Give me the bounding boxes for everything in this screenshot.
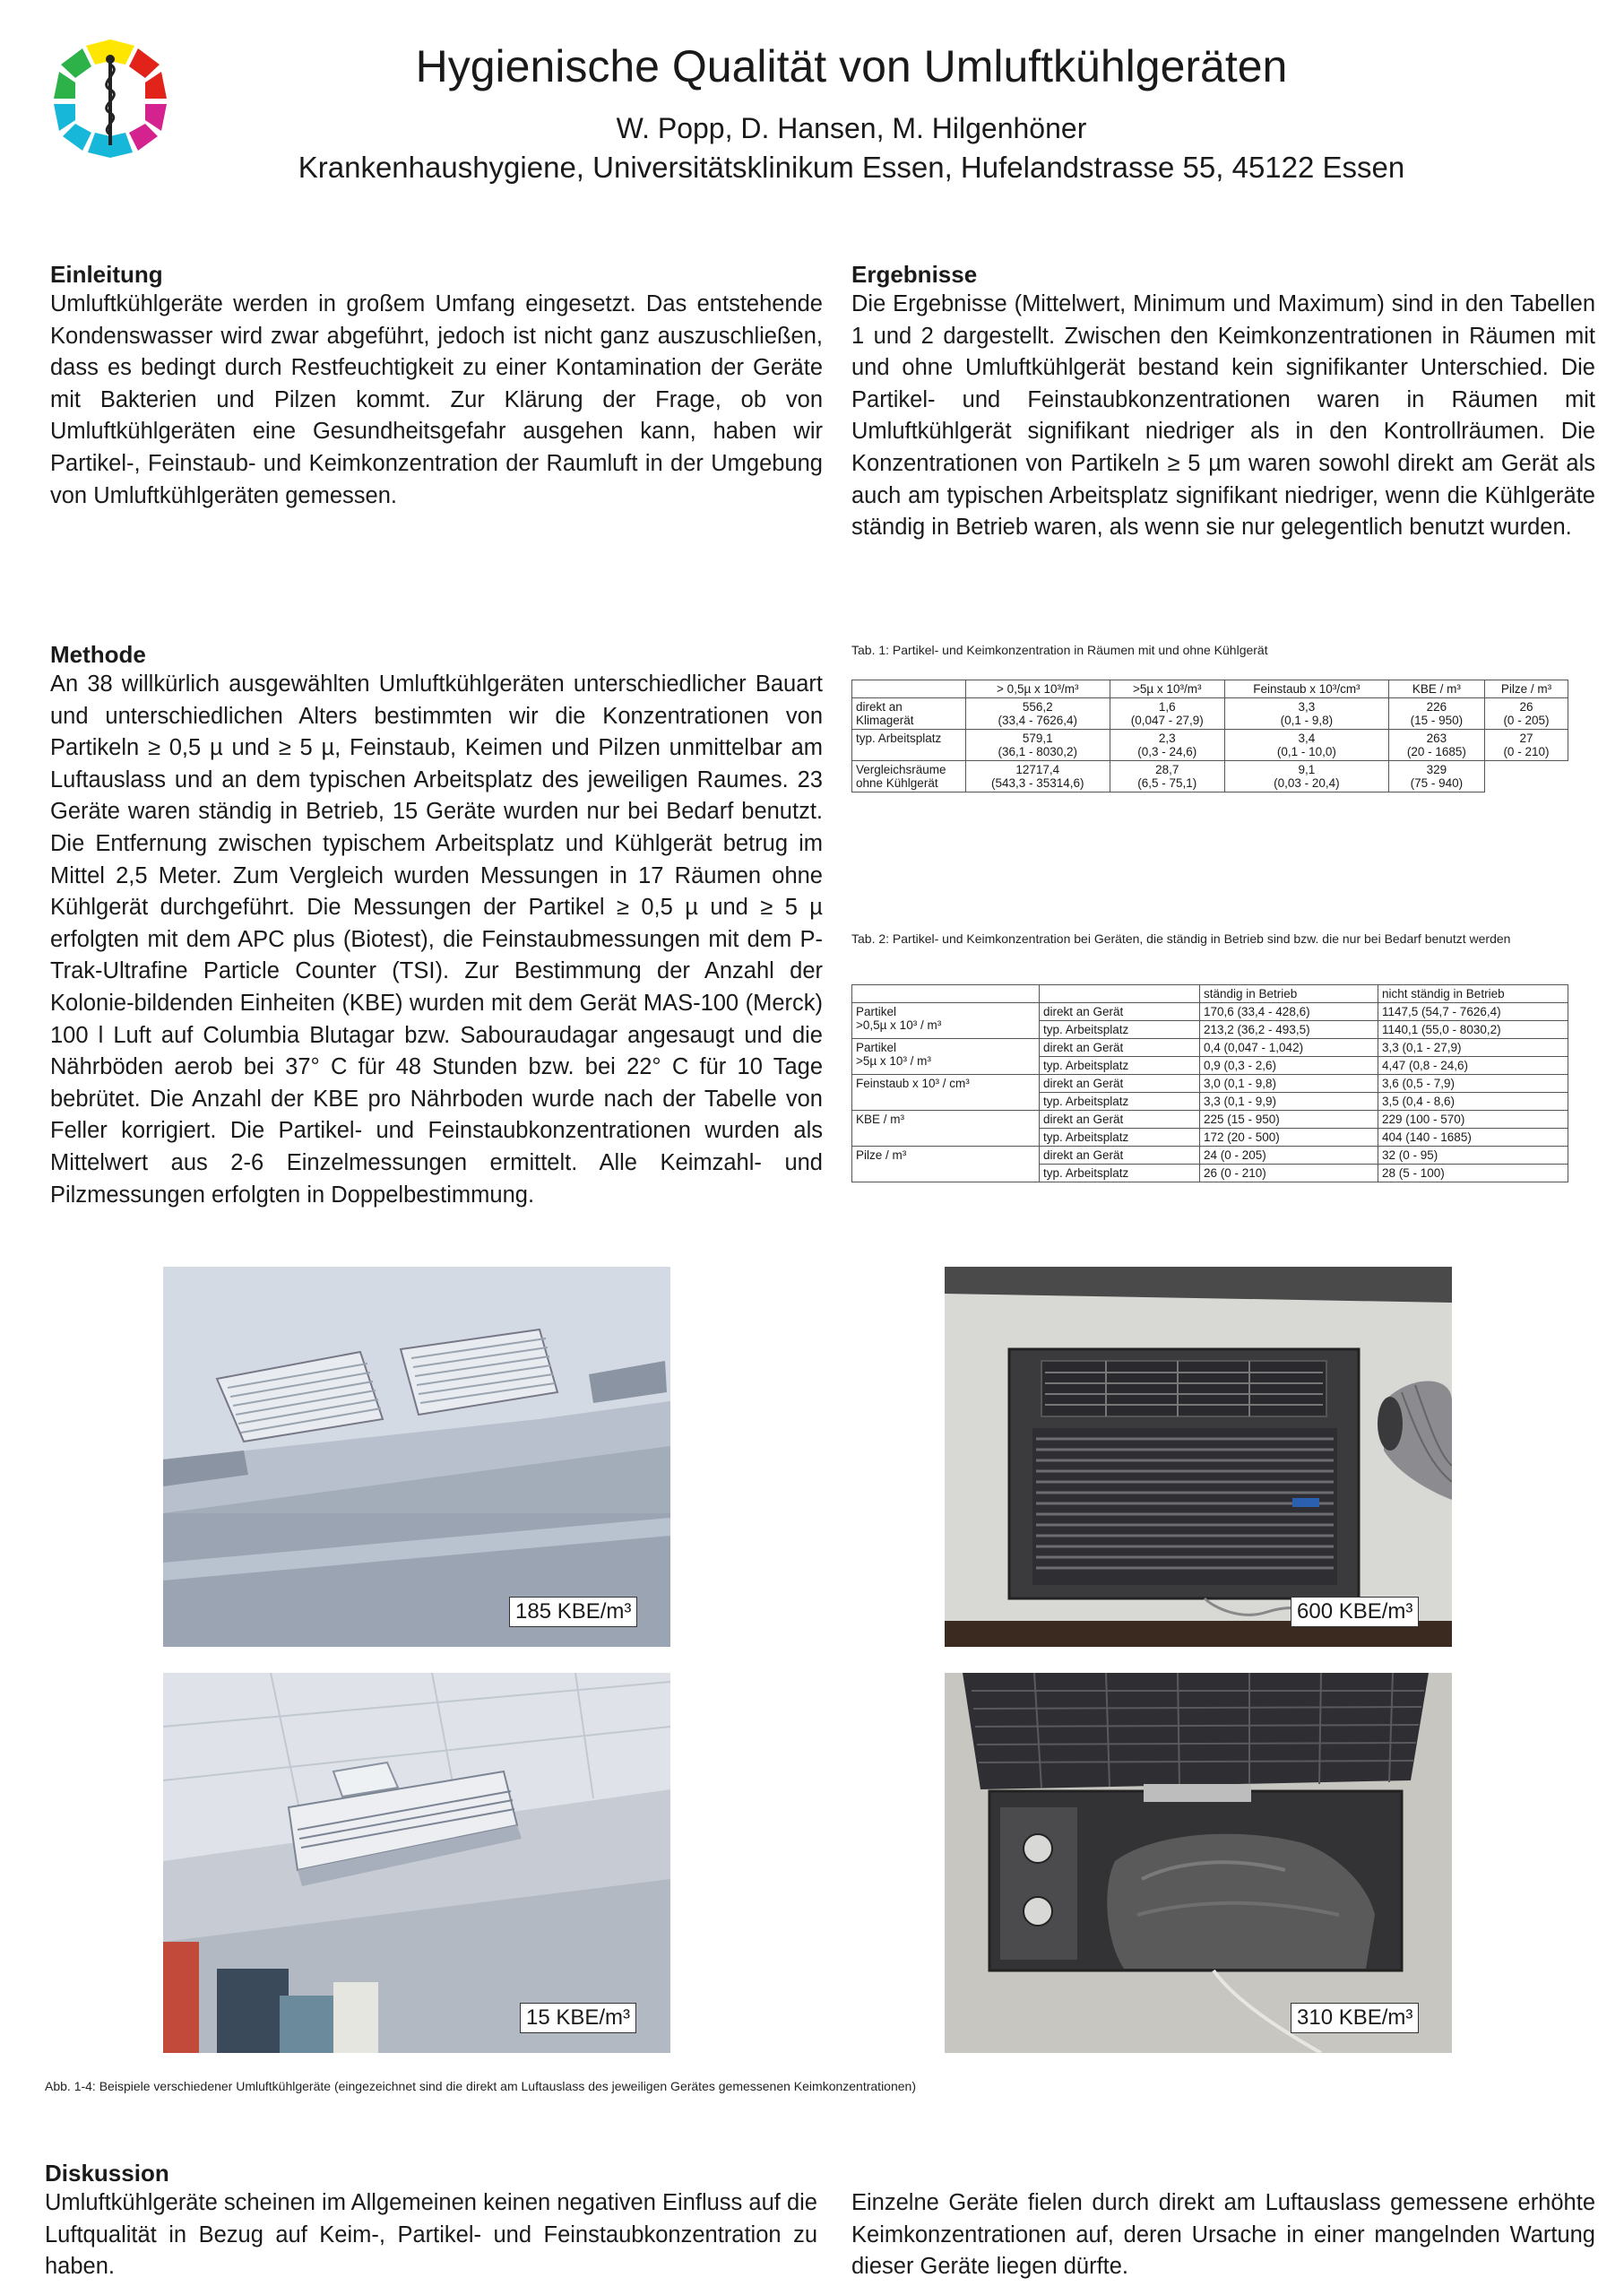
methods-text: An 38 willkürlich ausgewählten Umluftkühlgeräten unterschiedlicher Bauart und unterschiedlichen Alters bestimmten wir die Konzentrationen von Partikeln ≥ 0,5 µ und ≥ 5 µ, Feinstaub, Keimen und Pilzen unmittelbar am Luftauslass und an dem typischen Arbeitsplatz des jeweiligen Raumes. 23 Geräte waren ständig in Betrieb, 15 Geräte wurden nur bei Bedarf benutzt. Die Entfernung zwischen typischem Arbeitsplatz und Kühlgerät betrug im Mittel 2,5 Meter. Zum Vergleich wurden Messungen in 17 Räumen ohne Kühlgerät durchgeführt. Die Messungen der Partikel ≥ 0,5 µ und ≥ 5 µ erfolgten mit dem APC plus (Biotest), die Feinstaubmessungen mit dem P-Trak-Ultrafine Particle Counter (TSI). Zur Bestimmung der Anzahl der Kolonie-bildenden Einheiten (KBE) wurden mit dem Gerät MAS-100 (Merck) 100 l Luft auf Columbia Blutagar bzw. Sabouraudagar angesaugt und die Nährböden aerob bei 37° C für 48 Stunden bzw. bei 22° C für 10 Tage bebrütet. Die Anzahl der KBE pro Nährboden wurde nach der Tabelle von Feller korrigiert. Die Partikel- und Feinstaubkonzentrationen wurden als Mittelwert aus 2-6 Einzelmessungen ermittelt. Alle Keimzahl- und Pilzmessungen erfolgten in Doppelbestimmung.	[50, 671, 823, 1208]
table1-header-cell: Pilze / m³	[1484, 680, 1568, 698]
table1-row-label: direkt an Klimagerät	[852, 698, 966, 730]
table2-header-cell: nicht ständig in Betrieb	[1378, 985, 1568, 1003]
table1-cell: 556,2 (33,4 - 7626,4)	[966, 698, 1110, 730]
photo1-label: 185 KBE/m³	[509, 1597, 637, 1627]
table1-header-cell: KBE / m³	[1388, 680, 1484, 698]
table2-cell: 225 (15 - 950)	[1200, 1111, 1378, 1129]
table2-cell: 3,0 (0,1 - 9,8)	[1200, 1075, 1378, 1093]
table2-cell: typ. Arbeitsplatz	[1040, 1021, 1200, 1039]
table1-header-row	[852, 680, 1568, 698]
table2-row	[852, 1039, 1568, 1057]
table2-cell: typ. Arbeitsplatz	[1040, 1057, 1200, 1075]
table1-cell: 2,3 (0,3 - 24,6)	[1110, 730, 1224, 761]
table2-header-cell	[852, 985, 1040, 1003]
discussion-left-text: Umluftkühlgeräte scheinen im Allgemeinen keinen negativen Einfluss auf die Luftqualität in Bezug auf Keim-, Partikel- und Feinstaubkonzentration zu haben.	[45, 2190, 817, 2280]
photo-open-unit	[945, 1673, 1452, 2053]
table2-cell: 32 (0 - 95)	[1378, 1147, 1568, 1165]
table2-cell: 3,3 (0,1 - 9,9)	[1200, 1093, 1378, 1111]
table2-cell: 3,6 (0,5 - 7,9)	[1378, 1075, 1568, 1093]
table1-cell: 28,7 (6,5 - 75,1)	[1110, 761, 1224, 792]
table2-row	[852, 1147, 1568, 1165]
results-text: Die Ergebnisse (Mittelwert, Minimum und Maximum) sind in den Tabellen 1 und 2 dargestellt. Zwischen den Keimkonzentrationen in Räumen mit und ohne Umluftkühlgerät bestand kein signifikanter Unterschied. Die Partikel- und Feinstaubkonzentrationen waren in Räumen mit Umluftkühlgerät signifikant niedriger als in den Kontrollräumen. Die Konzentrationen von Partikeln ≥ 5 µm waren sowohl direkt am Gerät als auch am typischen Arbeitsplatz signifikant niedriger, wenn die Kühlgeräte ständig in Betrieb waren, als wenn sie nur gelegentlich benutzt wurden.	[851, 291, 1595, 541]
table2-group-label: Partikel >0,5µ x 10³ / m³	[852, 1003, 1040, 1039]
table2-cell: 24 (0 - 205)	[1200, 1147, 1378, 1165]
photo2-label: 600 KBE/m³	[1291, 1597, 1419, 1627]
table2-header-cell	[1040, 985, 1200, 1003]
table1-row	[852, 730, 1568, 761]
table2-group-label: Feinstaub x 10³ / cm³	[852, 1075, 1040, 1111]
clinic-logo	[52, 38, 168, 160]
table1-cell: 27 (0 - 210)	[1484, 730, 1568, 761]
table2-cell: direkt an Gerät	[1040, 1147, 1200, 1165]
affiliation: Krankenhaushygiene, Universitätsklinikum Essen, Hufelandstrasse 55, 45122 Essen	[298, 151, 1405, 184]
table1-cell: 263 (20 - 1685)	[1388, 730, 1484, 761]
poster-title: Hygienische Qualität von Umluftkühlgeräten	[415, 41, 1288, 91]
table2-cell: 0,4 (0,047 - 1,042)	[1200, 1039, 1378, 1057]
table2-cell: direkt an Gerät	[1040, 1039, 1200, 1057]
table2-cell: 3,3 (0,1 - 27,9)	[1378, 1039, 1568, 1057]
table1-header-cell: > 0,5µ x 10³/m³	[966, 680, 1110, 698]
intro-heading: Einleitung	[50, 261, 163, 288]
discussion-right	[851, 2187, 1595, 2283]
results-heading: Ergebnisse	[851, 261, 978, 288]
table2-group-label: KBE / m³	[852, 1111, 1040, 1147]
methods-heading: Methode	[50, 641, 146, 668]
discussion-section	[45, 2159, 817, 2283]
table1-cell: 579,1 (36,1 - 8030,2)	[966, 730, 1110, 761]
intro-section	[50, 260, 823, 512]
table2-cell: 404 (140 - 1685)	[1378, 1129, 1568, 1147]
table2-cell: 229 (100 - 570)	[1378, 1111, 1568, 1129]
table1-row	[852, 761, 1568, 792]
table2-cell: 213,2 (36,2 - 493,5)	[1200, 1021, 1378, 1039]
table2-cell: 1147,5 (54,7 - 7626,4)	[1378, 1003, 1568, 1021]
table2-cell: 1140,1 (55,0 - 8030,2)	[1378, 1021, 1568, 1039]
table2-row	[852, 1075, 1568, 1093]
table2-cell: 3,5 (0,4 - 8,6)	[1378, 1093, 1568, 1111]
table1-caption: Tab. 1: Partikel- und Keimkonzentration in Räumen mit und ohne Kühlgerät	[851, 643, 1268, 657]
photo3-label: 15 KBE/m³	[520, 2003, 636, 2033]
table2-cell: 170,6 (33,4 - 428,6)	[1200, 1003, 1378, 1021]
table1	[851, 680, 1568, 792]
table2-row	[852, 1003, 1568, 1021]
table2-cell: direkt an Gerät	[1040, 1003, 1200, 1021]
photo-wall-unit	[945, 1267, 1452, 1647]
table2-cell: 28 (5 - 100)	[1378, 1165, 1568, 1182]
table2-header-cell: ständig in Betrieb	[1200, 985, 1378, 1003]
table1-cell	[1484, 761, 1568, 792]
table2-cell: direkt an Gerät	[1040, 1111, 1200, 1129]
discussion-heading: Diskussion	[45, 2160, 169, 2187]
methods-section	[50, 640, 823, 1211]
photo4-label: 310 KBE/m³	[1291, 2003, 1419, 2033]
table2-caption: Tab. 2: Partikel- und Keimkonzentration bei Geräten, die ständig in Betrieb sind bzw. die nur bei Bedarf benutzt werden	[851, 931, 1511, 946]
table1-cell: 12717,4 (543,3 - 35314,6)	[966, 761, 1110, 792]
table1-cell: 9,1 (0,03 - 20,4)	[1224, 761, 1388, 792]
table2	[851, 984, 1568, 1182]
table1-cell: 26 (0 - 205)	[1484, 698, 1568, 730]
table2-cell: 26 (0 - 210)	[1200, 1165, 1378, 1182]
table2-group-label: Partikel >5µ x 10³ / m³	[852, 1039, 1040, 1075]
table1-cell: 226 (15 - 950)	[1388, 698, 1484, 730]
discussion-right-text: Einzelne Geräte fielen durch direkt am Luftauslass gemessene erhöhte Keimkonzentrationen auf, deren Ursache in einer mangelnden Wartung dieser Geräte liegen dürfte.	[851, 2190, 1595, 2280]
table2-group-label: Pilze / m³	[852, 1147, 1040, 1182]
table2-cell: 0,9 (0,3 - 2,6)	[1200, 1057, 1378, 1075]
table2-cell: direkt an Gerät	[1040, 1075, 1200, 1093]
table2-header-row	[852, 985, 1568, 1003]
table1-row	[852, 698, 1568, 730]
table2-cell: 4,47 (0,8 - 24,6)	[1378, 1057, 1568, 1075]
authors: W. Popp, D. Hansen, M. Hilgenhöner	[616, 112, 1087, 144]
table2-row	[852, 1111, 1568, 1129]
photo-ceiling-cassette	[163, 1267, 670, 1647]
table1-cell: 1,6 (0,047 - 27,9)	[1110, 698, 1224, 730]
table1-cell: 3,3 (0,1 - 9,8)	[1224, 698, 1388, 730]
table2-cell: typ. Arbeitsplatz	[1040, 1129, 1200, 1147]
table2-cell: typ. Arbeitsplatz	[1040, 1165, 1200, 1182]
table1-cell: 3,4 (0,1 - 10,0)	[1224, 730, 1388, 761]
table1-header-cell: >5µ x 10³/m³	[1110, 680, 1224, 698]
table1-header-cell: Feinstaub x 10³/cm³	[1224, 680, 1388, 698]
table1-row-label: typ. Arbeitsplatz	[852, 730, 966, 761]
photo-ceiling-unit	[163, 1673, 670, 2053]
figure-caption: Abb. 1-4: Beispiele verschiedener Umluftkühlgeräte (eingezeichnet sind die direkt am Luftauslass des jeweiligen Gerätes gemessenen Keimkonzentrationen)	[45, 2079, 916, 2093]
table2-cell: 172 (20 - 500)	[1200, 1129, 1378, 1147]
table1-header-cell	[852, 680, 966, 698]
intro-text: Umluftkühlgeräte werden in großem Umfang eingesetzt. Das entstehende Kondenswasser wird zwar abgeführt, jedoch ist nicht ganz auszuschließen, dass es bedingt durch Restfeuchtigkeit zu einer Kontamination der Geräte mit Bakterien und Pilzen kommt. Zur Klärung der Frage, ob von Umluftkühlgeräten eine Gesundheitsgefahr ausgehen kann, haben wir Partikel-, Feinstaub- und Keimkonzentration der Raumluft in der Umgebung von Umluftkühlgeräten gemessen.	[50, 291, 823, 508]
table1-cell: 329 (75 - 940)	[1388, 761, 1484, 792]
table2-cell: typ. Arbeitsplatz	[1040, 1093, 1200, 1111]
table1-row-label: Vergleichsräume ohne Kühlgerät	[852, 761, 966, 792]
results-section	[851, 260, 1595, 544]
